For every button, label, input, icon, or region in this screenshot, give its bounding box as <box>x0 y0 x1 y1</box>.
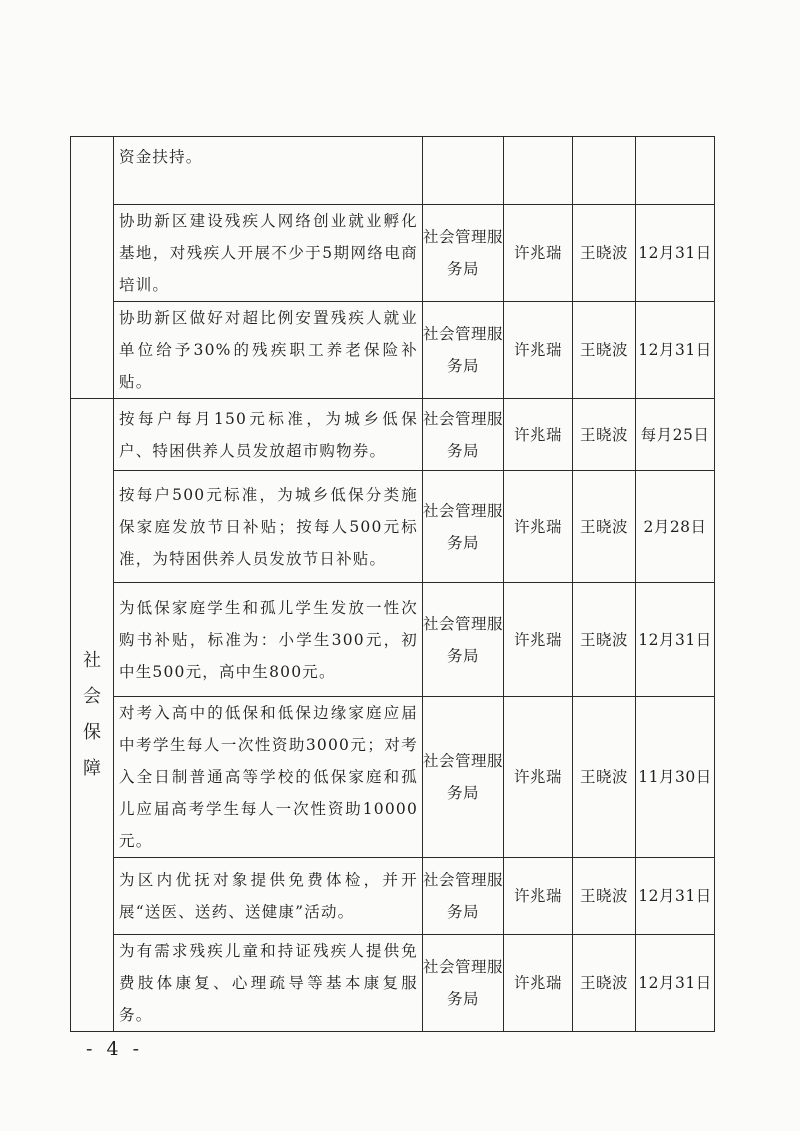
table-row <box>71 583 715 697</box>
table-row <box>71 858 715 935</box>
responsible-cell: 王晓波 <box>573 858 636 935</box>
department-cell: 社会管理服务局 <box>423 205 504 302</box>
deadline-cell: 11月30日 <box>636 697 715 858</box>
task-cell: 按每户每月150元标准，为城乡低保户、特困供养人员发放超市购物券。 <box>114 399 423 471</box>
task-cell: 对考入高中的低保和低保边缘家庭应届中考学生每人一次性资助3000元；对考入全日制普通高等学校的低保家庭和孤儿应届高考学生每人一次性资助10000元。 <box>114 697 423 858</box>
table-row <box>71 697 715 858</box>
department-cell: 社会管理服务局 <box>423 302 504 399</box>
deadline-cell: 每月25日 <box>636 399 715 471</box>
leader-cell: 许兆瑞 <box>504 935 573 1032</box>
category-cell <box>71 137 114 399</box>
leader-cell: 许兆瑞 <box>504 858 573 935</box>
responsible-cell: 王晓波 <box>573 471 636 583</box>
table-row <box>71 935 715 1032</box>
task-cell: 协助新区建设残疾人网络创业就业孵化基地，对残疾人开展不少于5期网络电商培训。 <box>114 205 423 302</box>
task-cell: 为有需求残疾儿童和持证残疾人提供免费肢体康复、心理疏导等基本康复服务。 <box>114 935 423 1032</box>
department-cell: 社会管理服务局 <box>423 471 504 583</box>
task-cell: 按每户500元标准，为城乡低保分类施保家庭发放节日补贴；按每人500元标准，为特困供养人员发放节日补贴。 <box>114 471 423 583</box>
department-cell <box>423 137 504 205</box>
leader-cell <box>504 137 573 205</box>
department-cell: 社会管理服务局 <box>423 697 504 858</box>
department-cell: 社会管理服务局 <box>423 935 504 1032</box>
deadline-cell: 12月31日 <box>636 583 715 697</box>
deadline-cell <box>636 137 715 205</box>
deadline-cell: 2月28日 <box>636 471 715 583</box>
deadline-cell: 12月31日 <box>636 205 715 302</box>
table-row <box>71 137 715 205</box>
task-cell: 资金扶持。 <box>114 137 423 205</box>
responsible-cell: 王晓波 <box>573 583 636 697</box>
page-number: - 4 - <box>86 1038 144 1060</box>
responsible-cell: 王晓波 <box>573 697 636 858</box>
responsible-cell <box>573 137 636 205</box>
leader-cell: 许兆瑞 <box>504 302 573 399</box>
task-cell: 为低保家庭学生和孤儿学生发放一性次购书补贴，标准为：小学生300元，初中生500元，高中生800元。 <box>114 583 423 697</box>
table-row <box>71 302 715 399</box>
leader-cell: 许兆瑞 <box>504 583 573 697</box>
responsible-cell: 王晓波 <box>573 302 636 399</box>
responsible-cell: 王晓波 <box>573 205 636 302</box>
leader-cell: 许兆瑞 <box>504 205 573 302</box>
department-cell: 社会管理服务局 <box>423 583 504 697</box>
deadline-cell: 12月31日 <box>636 302 715 399</box>
leader-cell: 许兆瑞 <box>504 399 573 471</box>
leader-cell: 许兆瑞 <box>504 471 573 583</box>
table-row <box>71 471 715 583</box>
deadline-cell: 12月31日 <box>636 935 715 1032</box>
table-row <box>71 399 715 471</box>
category-cell: 社会保障 <box>71 399 114 1032</box>
task-cell: 为区内优抚对象提供免费体检，并开展“送医、送药、送健康”活动。 <box>114 858 423 935</box>
task-table <box>70 136 715 1032</box>
department-cell: 社会管理服务局 <box>423 399 504 471</box>
deadline-cell: 12月31日 <box>636 858 715 935</box>
table-row <box>71 205 715 302</box>
responsible-cell: 王晓波 <box>573 935 636 1032</box>
department-cell: 社会管理服务局 <box>423 858 504 935</box>
task-cell: 协助新区做好对超比例安置残疾人就业单位给予30%的残疾职工养老保险补贴。 <box>114 302 423 399</box>
responsible-cell: 王晓波 <box>573 399 636 471</box>
leader-cell: 许兆瑞 <box>504 697 573 858</box>
